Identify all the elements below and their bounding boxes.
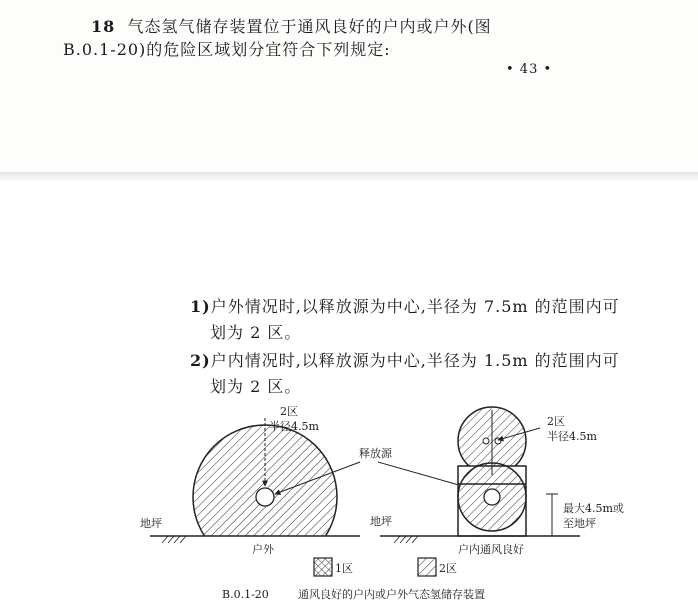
figure-caption: 通风良好的户内或户外气态氢储存装置 [298,588,485,601]
figure-number: B.0.1-20 [222,588,269,601]
list-item-1-line-2: 划为 2 区。 [210,323,302,342]
legend-zone2-label: 2区 [439,562,457,575]
outdoor-radius-label: 半径4.5m [269,420,319,433]
list-item-2-marker: 2) [190,351,211,370]
indoor-release-source [484,489,500,505]
outdoor-ground-hatch [162,536,186,543]
list-item-1-text: 户外情况时,以释放源为中心,半径为 7.5m 的范围内可 [210,297,620,316]
outdoor-zone-label: 2区 [280,405,298,418]
list-item-1-marker: 1) [190,297,211,316]
indoor-radius-label: 半径4.5m [547,430,597,443]
list-item-2-line-2: 划为 2 区。 [210,377,302,396]
clause-number: 18 [91,17,116,36]
outdoor-diagram [140,405,360,569]
indoor-max-label-2: 至地坪 [563,517,596,530]
clause-18-line-2: B.0.1-20)的危险区域划分宜符合下列规定: [63,40,391,59]
figure-legend [314,558,457,576]
page-number: • 43 • [506,62,553,77]
indoor-ground-label: 地坪 [370,515,392,528]
indoor-diagram [370,407,624,556]
legend-zone2-swatch [418,558,436,576]
release-source-label: 释放源 [359,447,392,460]
indoor-ground-hatch [394,536,418,543]
indoor-vent-left [483,438,489,444]
outdoor-caption: 户外 [252,543,274,556]
indoor-max-label-1: 最大4.5m或 [563,502,624,515]
list-item-2-text: 户内情况时,以释放源为中心,半径为 1.5m 的范围内可 [210,351,620,370]
legend-zone1-swatch [314,558,332,576]
indoor-caption: 户内通风良好 [458,543,524,556]
outdoor-ground-label: 地坪 [140,517,162,530]
outdoor-release-source [256,488,274,506]
indoor-zone-label: 2区 [547,415,565,428]
clause-text-1: 气态氢气储存装置位于通风良好的户内或户外(图 [127,17,492,36]
legend-zone1-label: 1区 [335,562,353,575]
